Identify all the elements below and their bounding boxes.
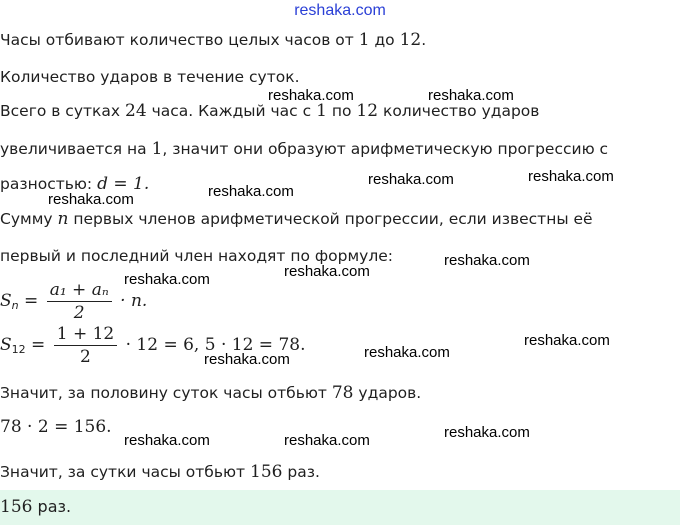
watermark: reshaka.com bbox=[204, 351, 290, 368]
watermark: reshaka.com bbox=[428, 87, 514, 104]
text-line-4: увеличивается на 1, значит они образуют арифметическую прогрессию с bbox=[0, 139, 609, 159]
formula-s12: $S_{12}$ = $\frac{1 + 12}{2}$ · 12 = 6, 5 · 12 = 78. bbox=[0, 324, 306, 367]
watermark: reshaka.com bbox=[364, 344, 450, 361]
watermark: reshaka.com bbox=[268, 87, 354, 104]
watermark: reshaka.com bbox=[124, 271, 210, 288]
watermark: reshaka.com bbox=[368, 171, 454, 188]
text-line-1: Часы отбивают количество целых часов от 1 до 12. bbox=[0, 30, 427, 50]
text-line-6: Сумму n первых членов арифметической прогрессии, если известны её bbox=[0, 209, 593, 229]
text-line-5: разностью: d = 1. bbox=[0, 174, 150, 194]
watermark: reshaka.com bbox=[284, 263, 370, 280]
watermark: reshaka.com bbox=[524, 332, 610, 349]
formula-sum: $S_n$ = $\frac{\text{a₁ + aₙ}}{2}$ · n. bbox=[0, 280, 148, 323]
watermark: reshaka.com bbox=[284, 432, 370, 449]
watermark: reshaka.com bbox=[208, 183, 294, 200]
text-line-8: Значит, за половину суток часы отбьют 78 ударов. bbox=[0, 383, 422, 403]
text-line-10: Значит, за сутки часы отбьют 156 раз. bbox=[0, 462, 320, 482]
text-line-7: первый и последний член находят по формуле: bbox=[0, 247, 393, 265]
answer-text: 156 раз. bbox=[0, 497, 72, 517]
answer-box bbox=[0, 490, 680, 525]
watermark: reshaka.com bbox=[124, 432, 210, 449]
watermark: reshaka.com bbox=[48, 191, 134, 208]
site-header-link[interactable]: reshaka.com bbox=[294, 2, 386, 19]
watermark: reshaka.com bbox=[528, 168, 614, 185]
text-line-2: Количество ударов в течение суток. bbox=[0, 68, 300, 86]
calc-line: 78 · 2 = 156. bbox=[0, 417, 112, 437]
watermark: reshaka.com bbox=[444, 424, 530, 441]
text-line-3: Всего в сутках 24 часа. Каждый час с 1 по 12 количество ударов bbox=[0, 101, 540, 121]
watermark: reshaka.com bbox=[444, 252, 530, 269]
